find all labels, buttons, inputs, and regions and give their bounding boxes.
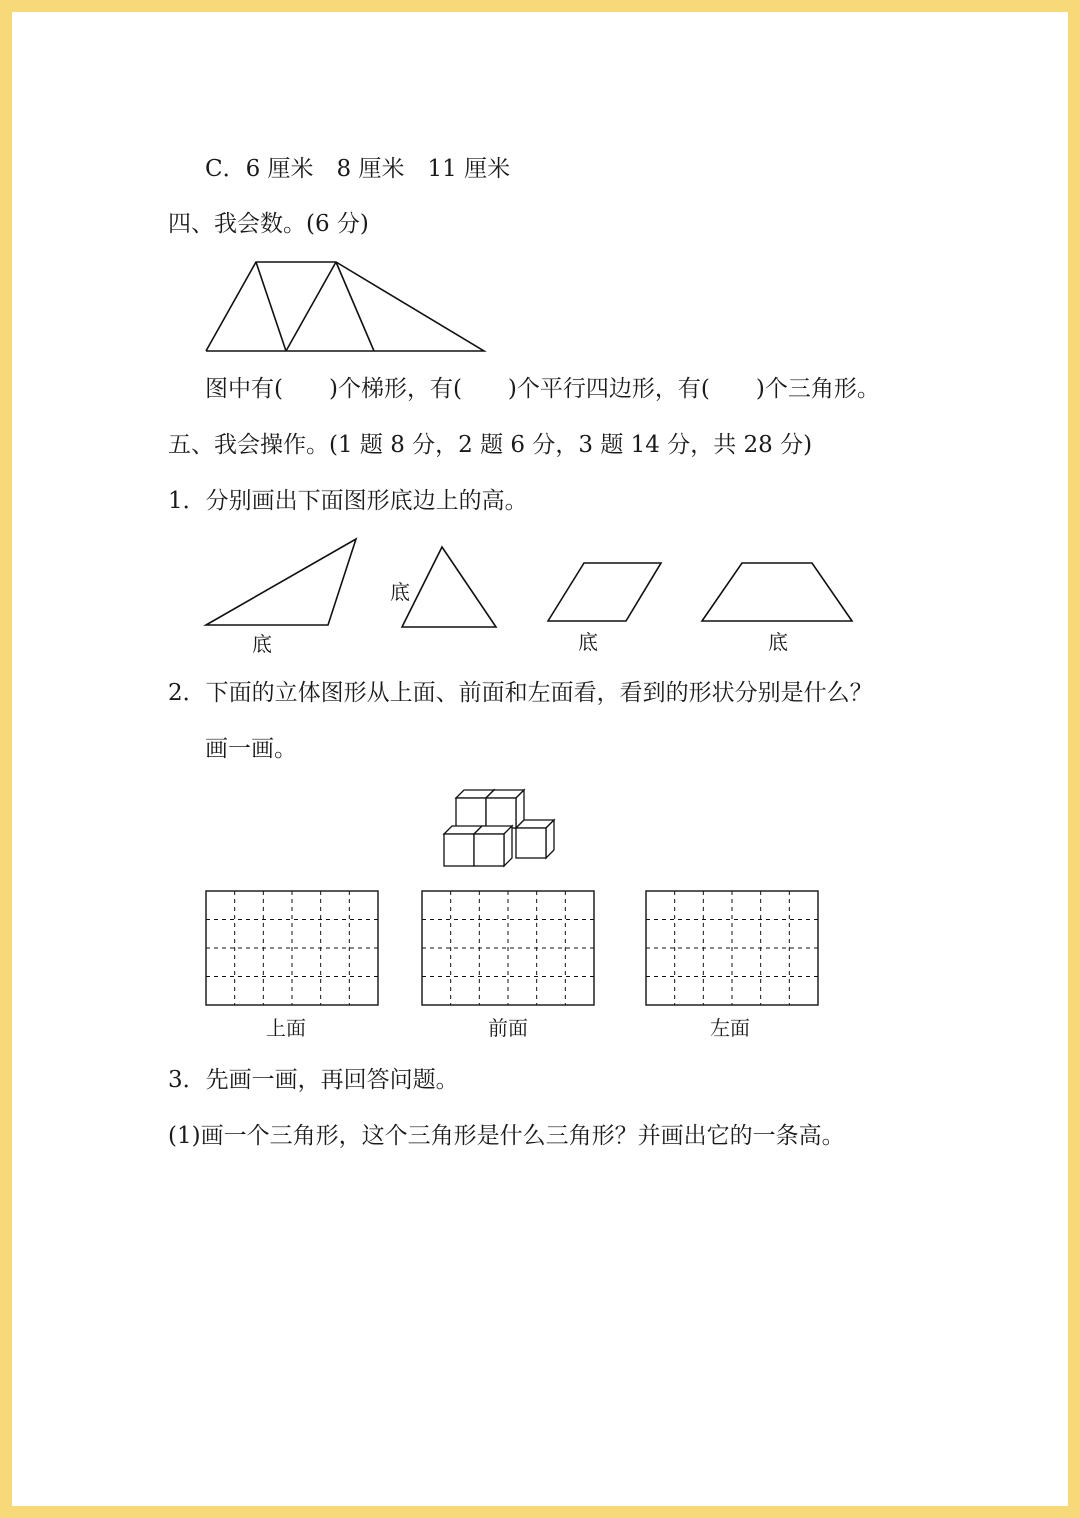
q3-text: 3．先画一画，再回答问题。: [168, 1067, 459, 1093]
grid-front-view: [422, 891, 594, 1005]
option-c: C．6 厘米 8 厘米 11 厘米: [205, 156, 511, 182]
grid-label-top: 上面: [266, 1016, 306, 1040]
q1-text: 1．分别画出下面图形底边上的高。: [168, 488, 528, 514]
worksheet-page: [12, 12, 1068, 1506]
base-label-4: 底: [768, 630, 788, 654]
q2-sub: 画一画。: [205, 736, 297, 762]
q2-text: 2．下面的立体图形从上面、前面和左面看，看到的形状分别是什么？: [168, 680, 873, 706]
base-label-2: 底: [390, 580, 410, 604]
section-4-question: 图中有( )个梯形，有( )个平行四边形，有( )个三角形。: [205, 376, 880, 402]
section-4-heading: 四、我会数。(6 分): [168, 211, 369, 237]
grid-label-left: 左面: [710, 1016, 750, 1040]
grid-left-view: [646, 891, 818, 1005]
q3-sub1: (1)画一个三角形，这个三角形是什么三角形？并画出它的一条高。: [168, 1123, 845, 1149]
base-label-1: 底: [252, 632, 272, 656]
section-5-heading: 五、我会操作。(1 题 8 分，2 题 6 分，3 题 14 分，共 28 分): [168, 432, 813, 458]
grid-label-front: 前面: [488, 1016, 528, 1040]
view-grids: [12, 12, 1068, 1506]
base-label-3: 底: [578, 630, 598, 654]
grid-top-view: [206, 891, 378, 1005]
